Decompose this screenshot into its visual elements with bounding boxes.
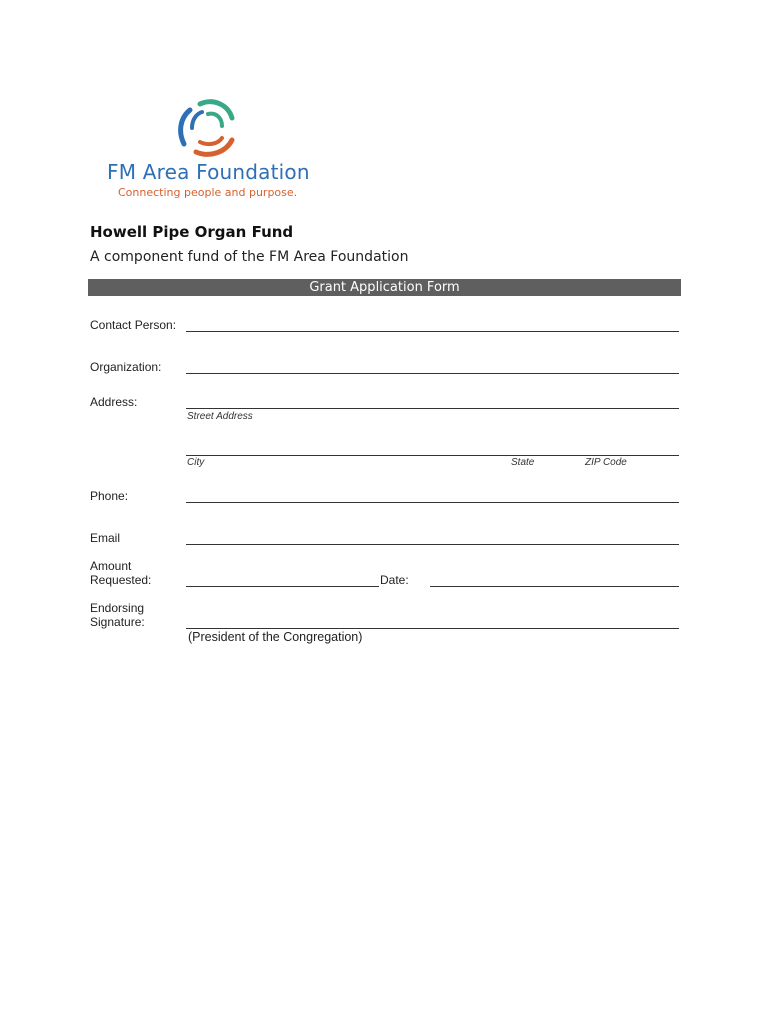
address-label: Address:	[90, 395, 138, 409]
email-field[interactable]	[186, 544, 679, 545]
amount-label-line2: Requested:	[90, 573, 152, 587]
contact-person-label: Contact Person:	[90, 318, 177, 332]
email-label: Email	[90, 531, 121, 545]
signature-label-line2: Signature:	[90, 615, 145, 629]
org-tagline: Connecting people and purpose.	[118, 186, 298, 199]
phone-label: Phone:	[90, 489, 129, 503]
phone-field[interactable]	[186, 502, 679, 503]
city-caption: City	[187, 457, 205, 468]
street-address-field[interactable]	[186, 408, 679, 409]
date-label: Date:	[380, 573, 409, 587]
fund-title: Howell Pipe Organ Fund	[90, 223, 294, 241]
amount-requested-field[interactable]	[186, 586, 379, 587]
organization-label: Organization:	[90, 360, 162, 374]
fund-subtitle: A component fund of the FM Area Foundation	[90, 249, 409, 265]
zip-code-caption: ZIP Code	[585, 457, 627, 468]
organization-field[interactable]	[186, 373, 679, 374]
org-name: FM Area Foundation	[107, 160, 310, 184]
contact-person-field[interactable]	[186, 331, 679, 332]
city-state-zip-field[interactable]	[186, 455, 679, 456]
street-address-caption: Street Address	[187, 411, 253, 422]
date-field[interactable]	[430, 586, 679, 587]
amount-label-line1: Amount	[90, 559, 132, 573]
foundation-logo-icon	[176, 98, 238, 160]
signature-note: (President of the Congregation)	[188, 630, 363, 644]
state-caption: State	[511, 457, 535, 468]
signature-field[interactable]	[186, 628, 679, 629]
signature-label-line1: Endorsing	[90, 601, 145, 615]
form-banner: Grant Application Form	[88, 279, 681, 296]
